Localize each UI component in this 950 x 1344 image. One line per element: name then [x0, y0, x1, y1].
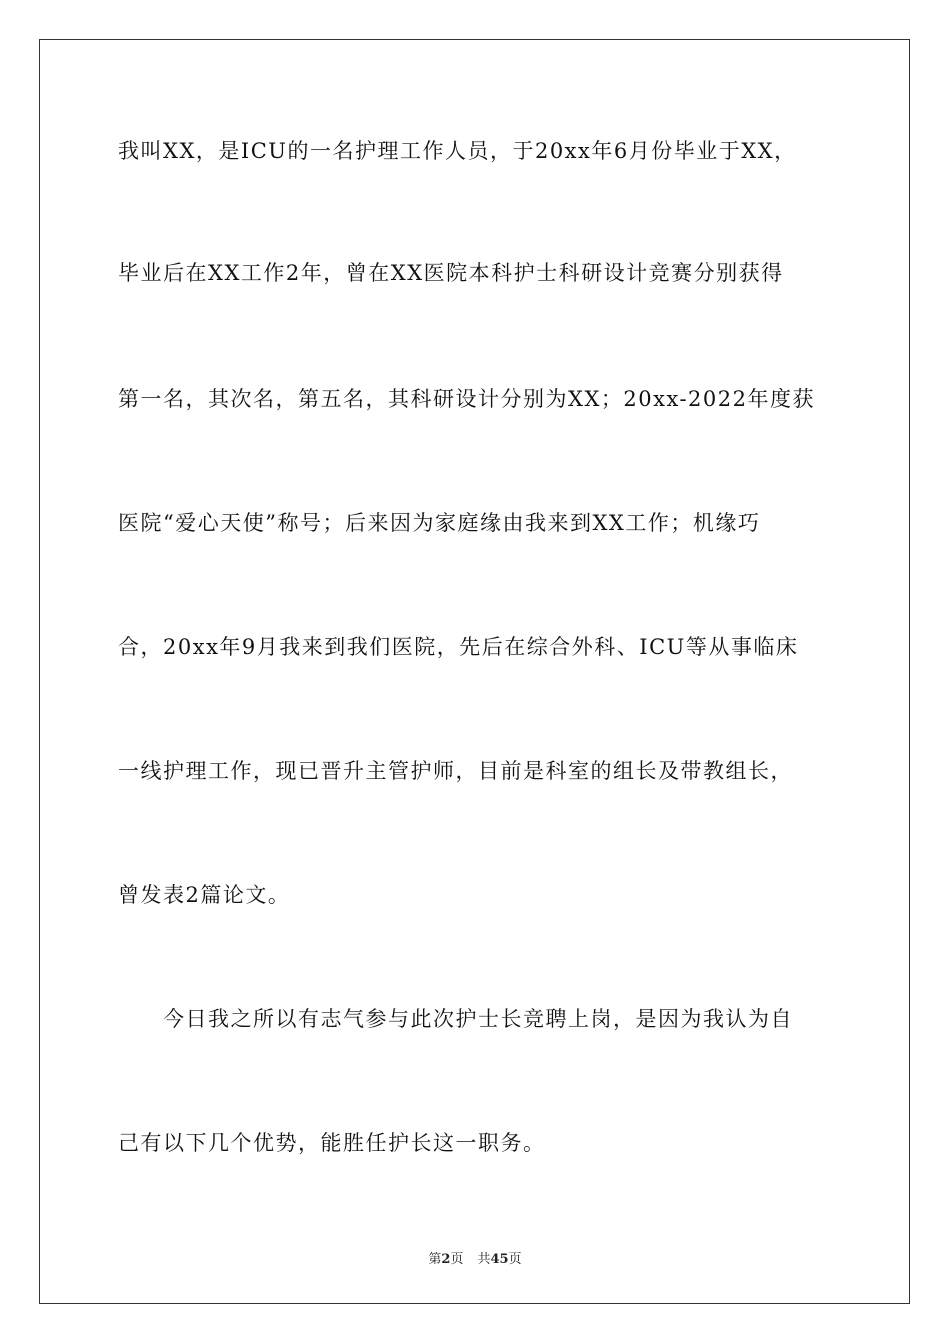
text-line-9: 己有以下几个优势，能胜任护长这一职务。	[118, 1131, 546, 1155]
text-line-6: 一线护理工作，现已晋升主管护师，目前是科室的组长及带教组长，	[118, 759, 793, 783]
text-line-5: 合，20xx年9月我来到我们医院，先后在综合外科、ICU等从事临床	[118, 635, 799, 659]
text-line-2: 毕业后在XX工作2年，曾在XX医院本科护士科研设计竞赛分别获得	[118, 261, 784, 285]
text-line-4: 医院“爱心天使”称号；后来因为家庭缘由我来到XX工作；机缘巧	[118, 511, 761, 535]
text-line-3: 第一名，其次名，第五名，其科研设计分别为XX；20xx-2022年度获	[118, 387, 815, 411]
page-footer	[0, 1248, 950, 1267]
footer-total-prefix: 共	[477, 1252, 491, 1267]
footer-page-prefix: 第	[428, 1252, 442, 1267]
text-line-1: 我叫XX，是ICU的一名护理工作人员，于20xx年6月份毕业于XX，	[118, 139, 797, 163]
footer-page-suffix: 页	[450, 1252, 464, 1267]
footer-total-pages: 45	[490, 1252, 509, 1267]
page-border	[39, 39, 910, 1304]
footer-page-number: 2	[441, 1252, 451, 1267]
text-line-8: 今日我之所以有志气参与此次护士长竞聘上岗，是因为我认为自	[118, 1007, 793, 1031]
footer-total-suffix: 页	[508, 1252, 522, 1267]
text-line-7: 曾发表2篇论文。	[118, 883, 291, 907]
